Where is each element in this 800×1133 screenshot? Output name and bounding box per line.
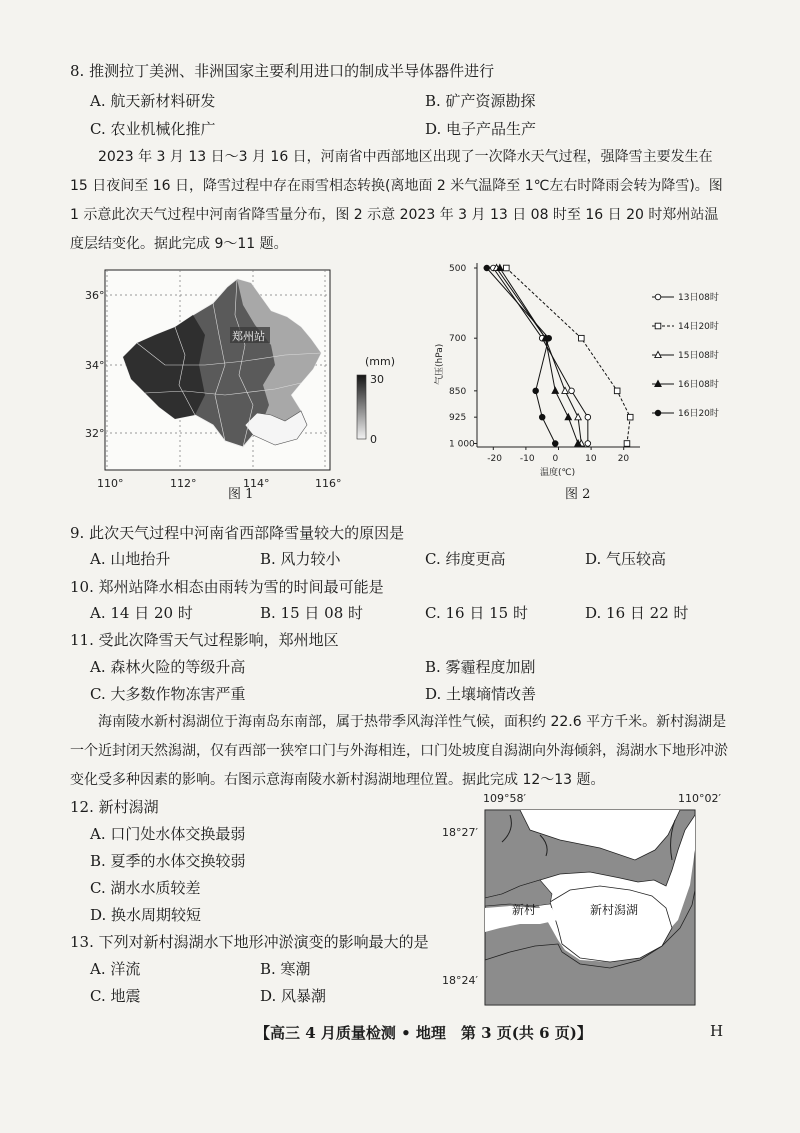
y-tick-label: 1 000 bbox=[449, 439, 475, 450]
q10-option-c: C. 16 日 15 时 bbox=[425, 604, 528, 622]
data-point-series-5 bbox=[546, 335, 552, 341]
data-point-series-5 bbox=[533, 388, 539, 394]
q13-option-c: C. 地震 bbox=[90, 987, 141, 1005]
legend-label: 13日08时 bbox=[678, 293, 719, 303]
q12-option-c: C. 湖水水质较差 bbox=[90, 879, 201, 897]
lon-label-left: 109°58′ bbox=[483, 792, 526, 805]
colorbar bbox=[357, 375, 366, 439]
legend-label: 14日20时 bbox=[678, 322, 719, 332]
lon-label-116: 116° bbox=[315, 477, 342, 490]
lon-label-right: 110°02′ bbox=[678, 792, 721, 805]
data-point-series-5 bbox=[539, 414, 545, 420]
x-tick-label: 20 bbox=[617, 454, 630, 464]
q10-option-d: D. 16 日 22 时 bbox=[585, 604, 689, 622]
q10-stem: 10. 郑州站降水相态由雨转为雪的时间最可能是 bbox=[70, 578, 384, 596]
q11-stem: 11. 受此次降雪天气过程影响，郑州地区 bbox=[70, 631, 339, 649]
passage-12-13: 海南陵水新村潟湖位于海南岛东南部，属于热带季风海洋性气候，面积约 22.6 平方千米。新村潟湖是一个近封闭天然潟湖，仅有西部一狭窄口门与外海相连，口门处坡度自潟湖向外海倾斜，潟湖水下地形冲淤变化受多种因素的影响。右图示意海南陵水新村潟湖地理位置。据此完成 12～13 题。 bbox=[70, 714, 728, 788]
data-point-series-4 bbox=[565, 414, 571, 420]
data-point-series-3 bbox=[562, 387, 568, 393]
q13-option-a: A. 洋流 bbox=[90, 960, 141, 978]
q13-option-d: D. 风暴潮 bbox=[260, 987, 327, 1005]
q9-option-c: C. 纬度更高 bbox=[425, 550, 506, 568]
q8-option-c: C. 农业机械化推广 bbox=[90, 120, 216, 138]
data-point-series-5 bbox=[484, 265, 490, 271]
data-point-series-3 bbox=[575, 414, 581, 420]
x-tick-label: 0 bbox=[552, 454, 559, 464]
colorbar-max: 30 bbox=[370, 373, 384, 386]
q12-stem: 12. 新村潟湖 bbox=[70, 798, 159, 816]
data-point-series-2 bbox=[614, 388, 620, 394]
legend-label: 16日08时 bbox=[678, 380, 719, 390]
data-point-series-2 bbox=[579, 335, 585, 341]
q8-option-d: D. 电子产品生产 bbox=[425, 120, 537, 138]
q8-option-b: B. 矿产资源勘探 bbox=[425, 92, 536, 110]
x-tick-label: -10 bbox=[519, 454, 535, 464]
legend-marker bbox=[655, 410, 661, 416]
xincun-lagoon-map bbox=[440, 790, 730, 1015]
lat-label-bottom: 18°24′ bbox=[442, 974, 478, 987]
q13-option-b: B. 寒潮 bbox=[260, 960, 311, 978]
q11-option-d: D. 土壤墒情改善 bbox=[425, 685, 537, 703]
y-tick-label: 850 bbox=[449, 386, 467, 397]
legend-label: 16日20时 bbox=[678, 409, 719, 419]
legend-marker bbox=[655, 323, 661, 329]
q12-option-b: B. 夏季的水体交换较弱 bbox=[90, 852, 246, 870]
zhengzhou-station-label: 郑州站 bbox=[232, 330, 265, 343]
colorbar-unit: (mm) bbox=[365, 355, 396, 368]
data-point-series-1 bbox=[585, 414, 591, 420]
lon-label-112: 112° bbox=[170, 477, 197, 490]
q11-option-b: B. 雾霾程度加剧 bbox=[425, 658, 536, 676]
x-tick-label: -20 bbox=[487, 454, 503, 464]
q13-stem: 13. 下列对新村潟湖水下地形冲淤演变的影响最大的是 bbox=[70, 933, 429, 951]
q10-option-a: A. 14 日 20 时 bbox=[90, 604, 193, 622]
q12-option-d: D. 换水周期较短 bbox=[90, 906, 202, 924]
data-point-series-1 bbox=[585, 441, 591, 447]
q12-option-a: A. 口门处水体交换最弱 bbox=[90, 825, 246, 843]
y-tick-label: 700 bbox=[449, 334, 467, 345]
q8-option-a: A. 航天新材料研发 bbox=[90, 92, 216, 110]
q9-option-b: B. 风力较小 bbox=[260, 550, 341, 568]
q9-stem: 9. 此次天气过程中河南省西部降雪量较大的原因是 bbox=[70, 524, 405, 542]
passage-9-11: 2023 年 3 月 13 日～3 月 16 日，河南省中西部地区出现了一次降水天气过程，强降雪主要发生在 15 日夜间至 16 日，降雪过程中存在雨雪相态转换(离地面 2 米气温降至 1℃左右时降雨会转为降雪)。图 1 示意此次天气过程中河南省降雪量分布，图 2 示意 2023 年 3 月 13 日 08 时至 16 日 20 时郑州站温度层结变化。据此完成 9～11 题。 bbox=[70, 149, 723, 252]
paper-code: H bbox=[710, 1022, 724, 1040]
data-point-series-5 bbox=[552, 441, 558, 447]
q8-stem: 8. 推测拉丁美洲、非洲国家主要利用进口的制成半导体器件进行 bbox=[70, 62, 495, 80]
data-point-series-2 bbox=[504, 265, 510, 271]
lon-label-110: 110° bbox=[97, 477, 124, 490]
legend-marker bbox=[655, 294, 661, 300]
q9-option-a: A. 山地抬升 bbox=[90, 550, 171, 568]
lat-label-top: 18°27′ bbox=[442, 826, 478, 839]
data-point-series-2 bbox=[627, 414, 633, 420]
data-point-series-4 bbox=[552, 387, 558, 393]
figure-1-snowfall-map bbox=[75, 265, 415, 495]
data-point-series-2 bbox=[624, 441, 630, 447]
q11-option-a: A. 森林火险的等级升高 bbox=[90, 658, 246, 676]
figure-2-caption: 图 2 bbox=[565, 487, 591, 502]
lat-label-34: 34° bbox=[85, 359, 105, 372]
colorbar-min: 0 bbox=[370, 433, 377, 446]
lat-label-32: 32° bbox=[85, 427, 105, 440]
q9-option-d: D. 气压较高 bbox=[585, 550, 667, 568]
y-tick-label: 500 bbox=[449, 264, 467, 274]
xincun-village-label: 新村 bbox=[512, 903, 537, 917]
y-axis-label: 气压(hPa) bbox=[435, 343, 445, 385]
figure-1-caption: 图 1 bbox=[228, 487, 254, 502]
lon-label-114: 114° bbox=[243, 477, 270, 490]
legend-label: 15日08时 bbox=[678, 351, 719, 361]
lat-label-36: 36° bbox=[85, 289, 105, 302]
q10-option-b: B. 15 日 08 时 bbox=[260, 604, 364, 622]
q11-option-c: C. 大多数作物冻害严重 bbox=[90, 685, 246, 703]
x-tick-label: 10 bbox=[585, 454, 597, 464]
xincun-lagoon-label: 新村潟湖 bbox=[590, 903, 639, 917]
figure-2-temperature-chart bbox=[430, 255, 770, 480]
page-footer: 【高三 4 月质量检测 • 地理 第 3 页(共 6 页)】 bbox=[255, 1024, 592, 1042]
data-point-series-1 bbox=[569, 388, 575, 394]
y-tick-label: 925 bbox=[449, 413, 467, 424]
x-axis-label: 温度(℃) bbox=[540, 468, 576, 478]
